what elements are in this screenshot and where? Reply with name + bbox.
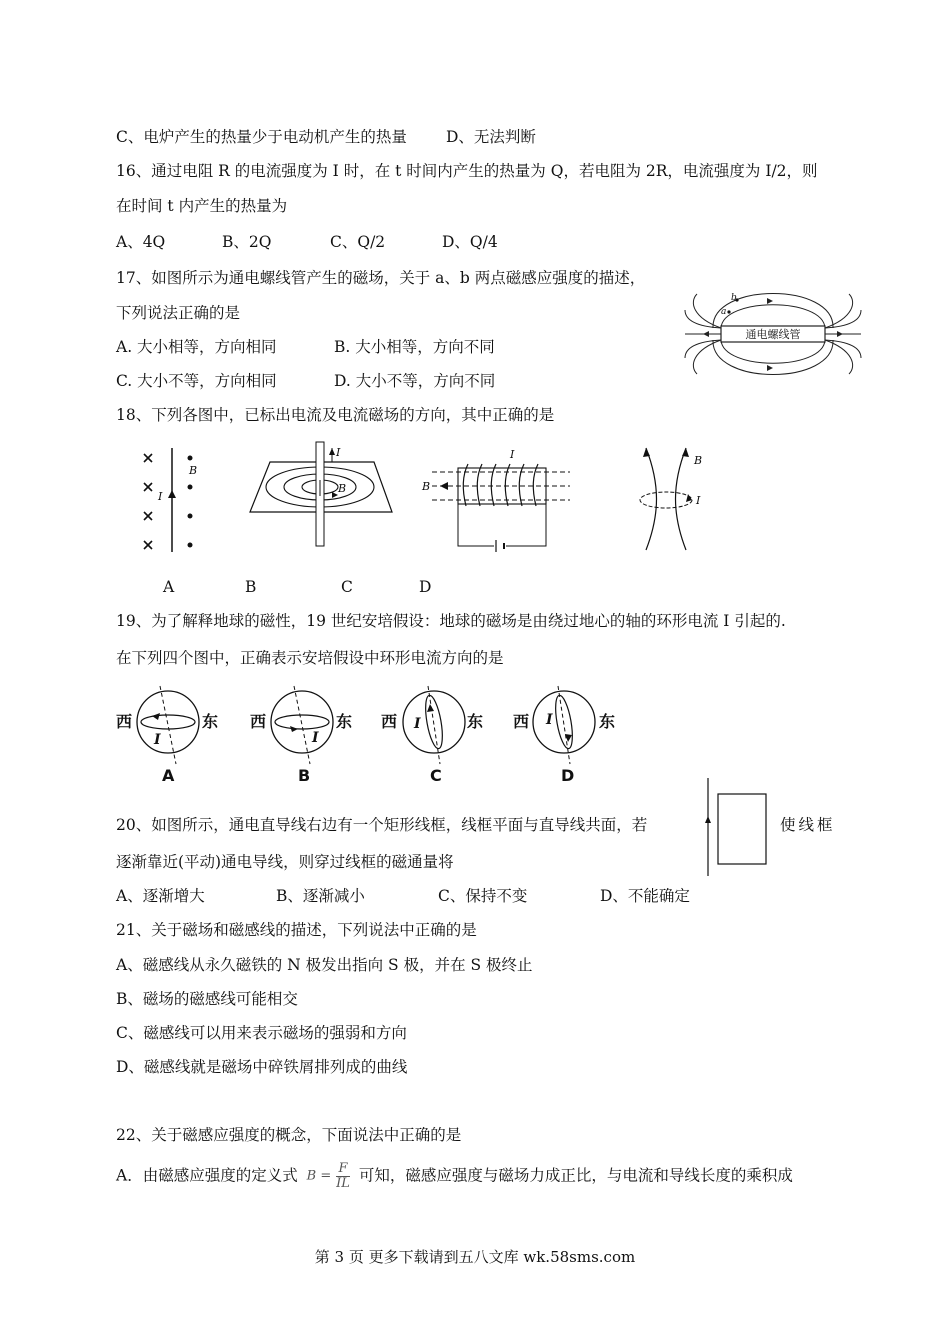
q21-option-c: C、磁感线可以用来表示磁场的强弱和方向 (116, 1024, 407, 1042)
q20-stem-line2: 逐渐靠近(平动)通电导线，则穿过线框的磁通量将 (116, 853, 454, 871)
q20-stem-line1: 20、如图所示，通电直导线右边有一个矩形线框，线框平面与直导线共面，若 (116, 816, 648, 834)
q21-option-b: B、磁场的磁感线可能相交 (116, 990, 298, 1008)
point-a-label: a (721, 307, 727, 317)
globe-figure-c (400, 684, 468, 768)
fig-c-b-symbol: B (422, 480, 431, 493)
globe-d-i-symbol: I (546, 712, 553, 728)
globe-d-west: 西 (513, 712, 530, 731)
globe-c-i-symbol: I (414, 716, 421, 732)
globe-b-west: 西 (250, 712, 267, 731)
globe-a-i-symbol: I (154, 732, 161, 748)
q19-label-d: D (561, 766, 575, 785)
q20-option-d: D、不能确定 (600, 887, 690, 905)
q22-stem: 22、关于磁感应强度的概念，下面说法中正确的是 (116, 1126, 462, 1144)
globe-a-east: 东 (202, 712, 219, 731)
b-formula (307, 1162, 350, 1191)
q16-option-d: D、Q/4 (442, 233, 498, 251)
fig-c-i-symbol: I (510, 448, 515, 461)
wire-and-loop-figure (700, 776, 772, 878)
q20-stem-line1-end: 使线框 (780, 816, 836, 834)
q17-option-a: A. 大小相等，方向相同 (116, 338, 277, 356)
globe-b-east: 东 (336, 712, 353, 731)
formula-fraction (336, 1162, 350, 1191)
q18-figure-a (136, 444, 206, 559)
solenoid-label: 通电螺线管 (745, 328, 801, 341)
q22-option-a-suffix: 可知，磁感应强度与磁场力成正比，与电流和导线长度的乘积成 (358, 1166, 793, 1185)
q20-option-c: C、保持不变 (438, 887, 528, 905)
q17-option-c: C. 大小不等，方向相同 (116, 372, 277, 390)
q18-label-b: B (245, 578, 257, 596)
q16-option-c: C、Q/2 (330, 233, 386, 251)
fig-b-b-symbol: B (338, 482, 347, 495)
q20-option-a: A、逐渐增大 (116, 887, 205, 905)
q17-option-d: D. 大小不等，方向不同 (334, 372, 496, 390)
q21-stem: 21、关于磁场和磁感线的描述，下列说法中正确的是 (116, 921, 477, 939)
globe-a-west: 西 (116, 712, 133, 731)
q22-option-a (116, 1162, 793, 1191)
q16-stem-line1: 16、通过电阻 R 的电流强度为 I 时，在 t 时间内产生的热量为 Q，若电阻为 2R，电流强度为 I/2，则 (116, 162, 818, 180)
q18-stem: 18、下列各图中，已标出电流及电流磁场的方向，其中正确的是 (116, 406, 555, 424)
q16-stem-line2: 在时间 t 内产生的热量为 (116, 197, 288, 215)
globe-c-east: 东 (467, 712, 484, 731)
q17-stem-line2: 下列说法正确的是 (116, 304, 241, 322)
globe-b-i-symbol: I (312, 730, 319, 746)
q17-option-b: B. 大小相等，方向不同 (334, 338, 495, 356)
formula-lhs: B = (306, 1168, 332, 1184)
globe-figure-d (530, 684, 598, 768)
q19-stem-line1: 19、为了解释地球的磁性，19 世纪安培假设：地球的磁场是由绕过地心的轴的环形电流 I 引起的. (116, 612, 786, 630)
q19-label-c: C (430, 766, 442, 785)
q19-label-a: A (162, 766, 175, 785)
q18-figure-c (418, 448, 578, 553)
q15-option-c: C、电炉产生的热量少于电动机产生的热量 (116, 128, 407, 146)
fig-d-b-symbol: B (694, 454, 703, 467)
formula-numerator: F (338, 1161, 348, 1176)
q18-label-a: A (163, 578, 175, 596)
fig-b-i-symbol: I (336, 446, 341, 459)
globe-figure-b (268, 684, 336, 768)
globe-figure-a (134, 684, 202, 768)
q15-option-d: D、无法判断 (446, 128, 536, 146)
q18-figure-b (246, 440, 396, 548)
fig-a-b-symbol: B (189, 464, 198, 477)
q16-option-a: A、4Q (116, 233, 166, 251)
globe-c-west: 西 (381, 712, 398, 731)
q19-stem-line2: 在下列四个图中，正确表示安培假设中环形电流方向的是 (116, 649, 504, 667)
q21-option-a: A、磁感线从永久磁铁的 N 极发出指向 S 极，并在 S 极终止 (116, 956, 533, 974)
q18-figure-d (626, 444, 716, 554)
formula-denominator: IL (336, 1176, 350, 1191)
q22-option-a-prefix: A．由磁感应强度的定义式 (116, 1166, 298, 1185)
q16-option-b: B、2Q (222, 233, 272, 251)
globe-d-east: 东 (599, 712, 616, 731)
fig-d-i-symbol: I (696, 494, 701, 507)
q20-option-b: B、逐渐减小 (276, 887, 365, 905)
point-b-label: b (731, 293, 737, 303)
q17-stem-line1: 17、如图所示为通电螺线管产生的磁场，关于 a、b 两点磁感应强度的描述， (116, 269, 646, 287)
q21-option-d: D、磁感线就是磁场中碎铁屑排列成的曲线 (116, 1058, 408, 1076)
solenoid-field-figure (683, 292, 863, 392)
q18-label-c: C (341, 578, 353, 596)
q18-label-d: D (419, 578, 432, 596)
fig-a-i-symbol: I (158, 490, 163, 503)
page-footer: 第 3 页 更多下载请到五八文库 wk.58sms.com (314, 1248, 636, 1266)
q19-label-b: B (298, 766, 311, 785)
